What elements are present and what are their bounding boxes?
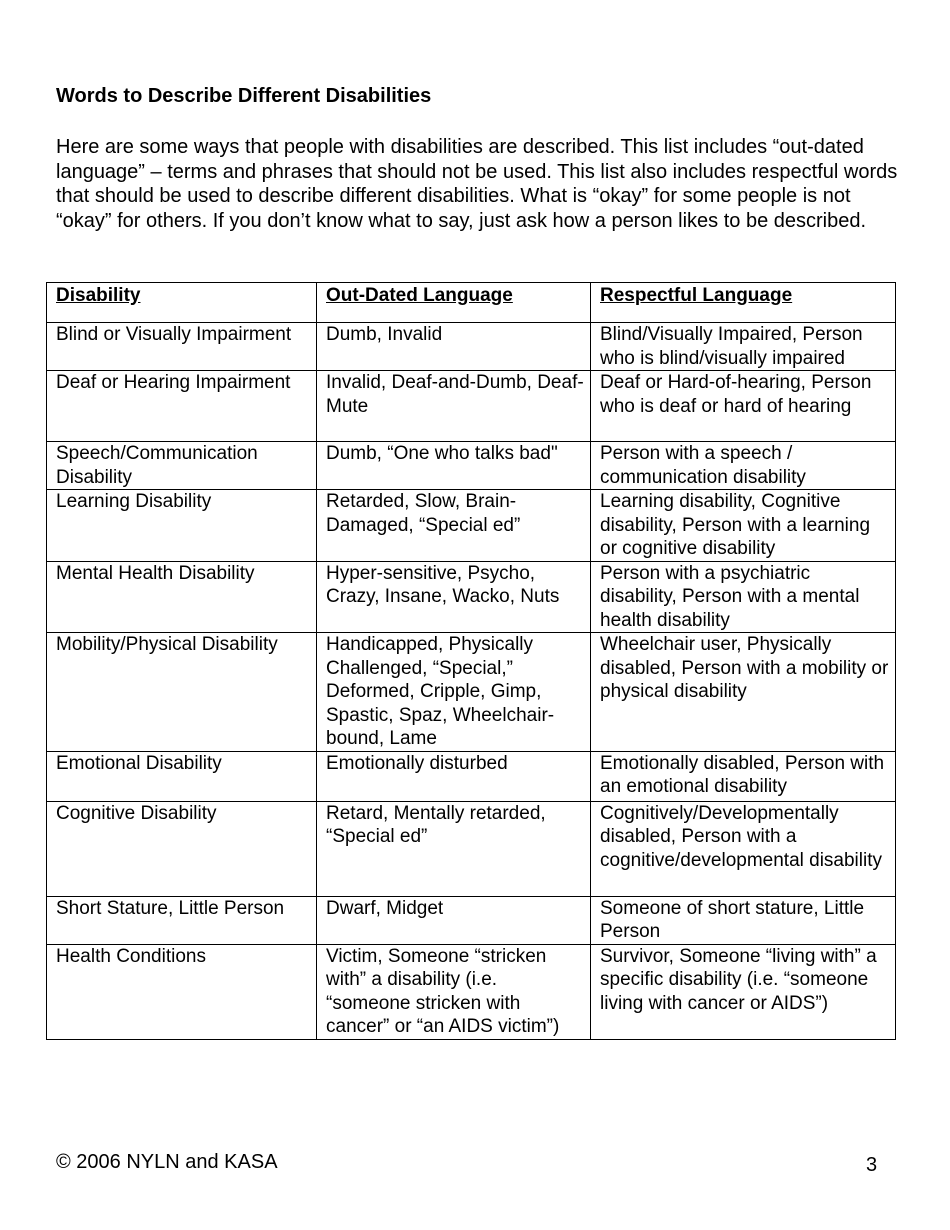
page-number: 3 [866,1154,878,1176]
disability-cell: Cognitive Disability [47,801,317,896]
page-title: Words to Describe Different Disabilities [56,85,432,107]
out-dated-cell: Dwarf, Midget [317,896,591,944]
out-dated-cell: Victim, Someone “stricken with” a disability (i.e. “someone stricken with cancer” or “an AIDS victim”) [317,944,591,1039]
respectful-cell: Wheelchair user, Physically disabled, Person with a mobility or physical disability [591,633,896,752]
respectful-cell: Emotionally disabled, Person with an emotional disability [591,751,896,801]
out-dated-cell: Dumb, Invalid [317,323,591,371]
respectful-cell: Learning disability, Cognitive disability, Person with a learning or cognitive disability [591,490,896,562]
out-dated-cell: Handicapped, Physically Challenged, “Special,” Deformed, Cripple, Gimp, Spastic, Spaz, Wheelchair-bound, Lame [317,633,591,752]
out-dated-cell: Retarded, Slow, Brain-Damaged, “Special ed” [317,490,591,562]
table-header-row [47,283,896,323]
disability-cell: Short Stature, Little Person [47,896,317,944]
table-row [47,801,896,896]
table-row [47,944,896,1039]
disability-cell: Learning Disability [47,490,317,562]
respectful-cell: Someone of short stature, Little Person [591,896,896,944]
table-row [47,490,896,562]
disability-terms-table [46,282,896,1040]
disability-cell: Health Conditions [47,944,317,1039]
table-row [47,561,896,633]
table-row [47,442,896,490]
disability-cell: Mobility/Physical Disability [47,633,317,752]
out-dated-cell: Invalid, Deaf-and-Dumb, Deaf-Mute [317,371,591,442]
table-row [47,633,896,752]
table-row [47,896,896,944]
table-row [47,323,896,371]
disability-cell: Speech/Communication Disability [47,442,317,490]
table-row [47,371,896,442]
respectful-cell: Person with a speech / communication disability [591,442,896,490]
disability-cell: Mental Health Disability [47,561,317,633]
header-disability: Disability [47,283,317,323]
out-dated-cell: Retard, Mentally retarded, “Special ed” [317,801,591,896]
respectful-cell: Person with a psychiatric disability, Person with a mental health disability [591,561,896,633]
out-dated-cell: Dumb, “One who talks bad" [317,442,591,490]
disability-cell: Emotional Disability [47,751,317,801]
respectful-cell: Deaf or Hard-of-hearing, Person who is deaf or hard of hearing [591,371,896,442]
copyright-notice: © 2006 NYLN and KASA [56,1151,278,1173]
out-dated-cell: Emotionally disturbed [317,751,591,801]
respectful-cell: Cognitively/Developmentally disabled, Person with a cognitive/developmental disability [591,801,896,896]
out-dated-cell: Hyper-sensitive, Psycho, Crazy, Insane, Wacko, Nuts [317,561,591,633]
header-respectful-language: Respectful Language [591,283,896,323]
respectful-cell: Survivor, Someone “living with” a specific disability (i.e. “someone living with cancer or AIDS”) [591,944,896,1039]
disability-cell: Blind or Visually Impairment [47,323,317,371]
intro-paragraph: Here are some ways that people with disabilities are described. This list includes “out-dated language” – terms and phrases that should not be used. This list also includes respectful words that should be used to describe different disabilities. What is “okay” for some people is not “okay” for others. If you don’t know what to say, just ask how a person likes to be described. [56,136,898,232]
header-out-dated-language: Out-Dated Language [317,283,591,323]
respectful-cell: Blind/Visually Impaired, Person who is blind/visually impaired [591,323,896,371]
table-row [47,751,896,801]
disability-cell: Deaf or Hearing Impairment [47,371,317,442]
